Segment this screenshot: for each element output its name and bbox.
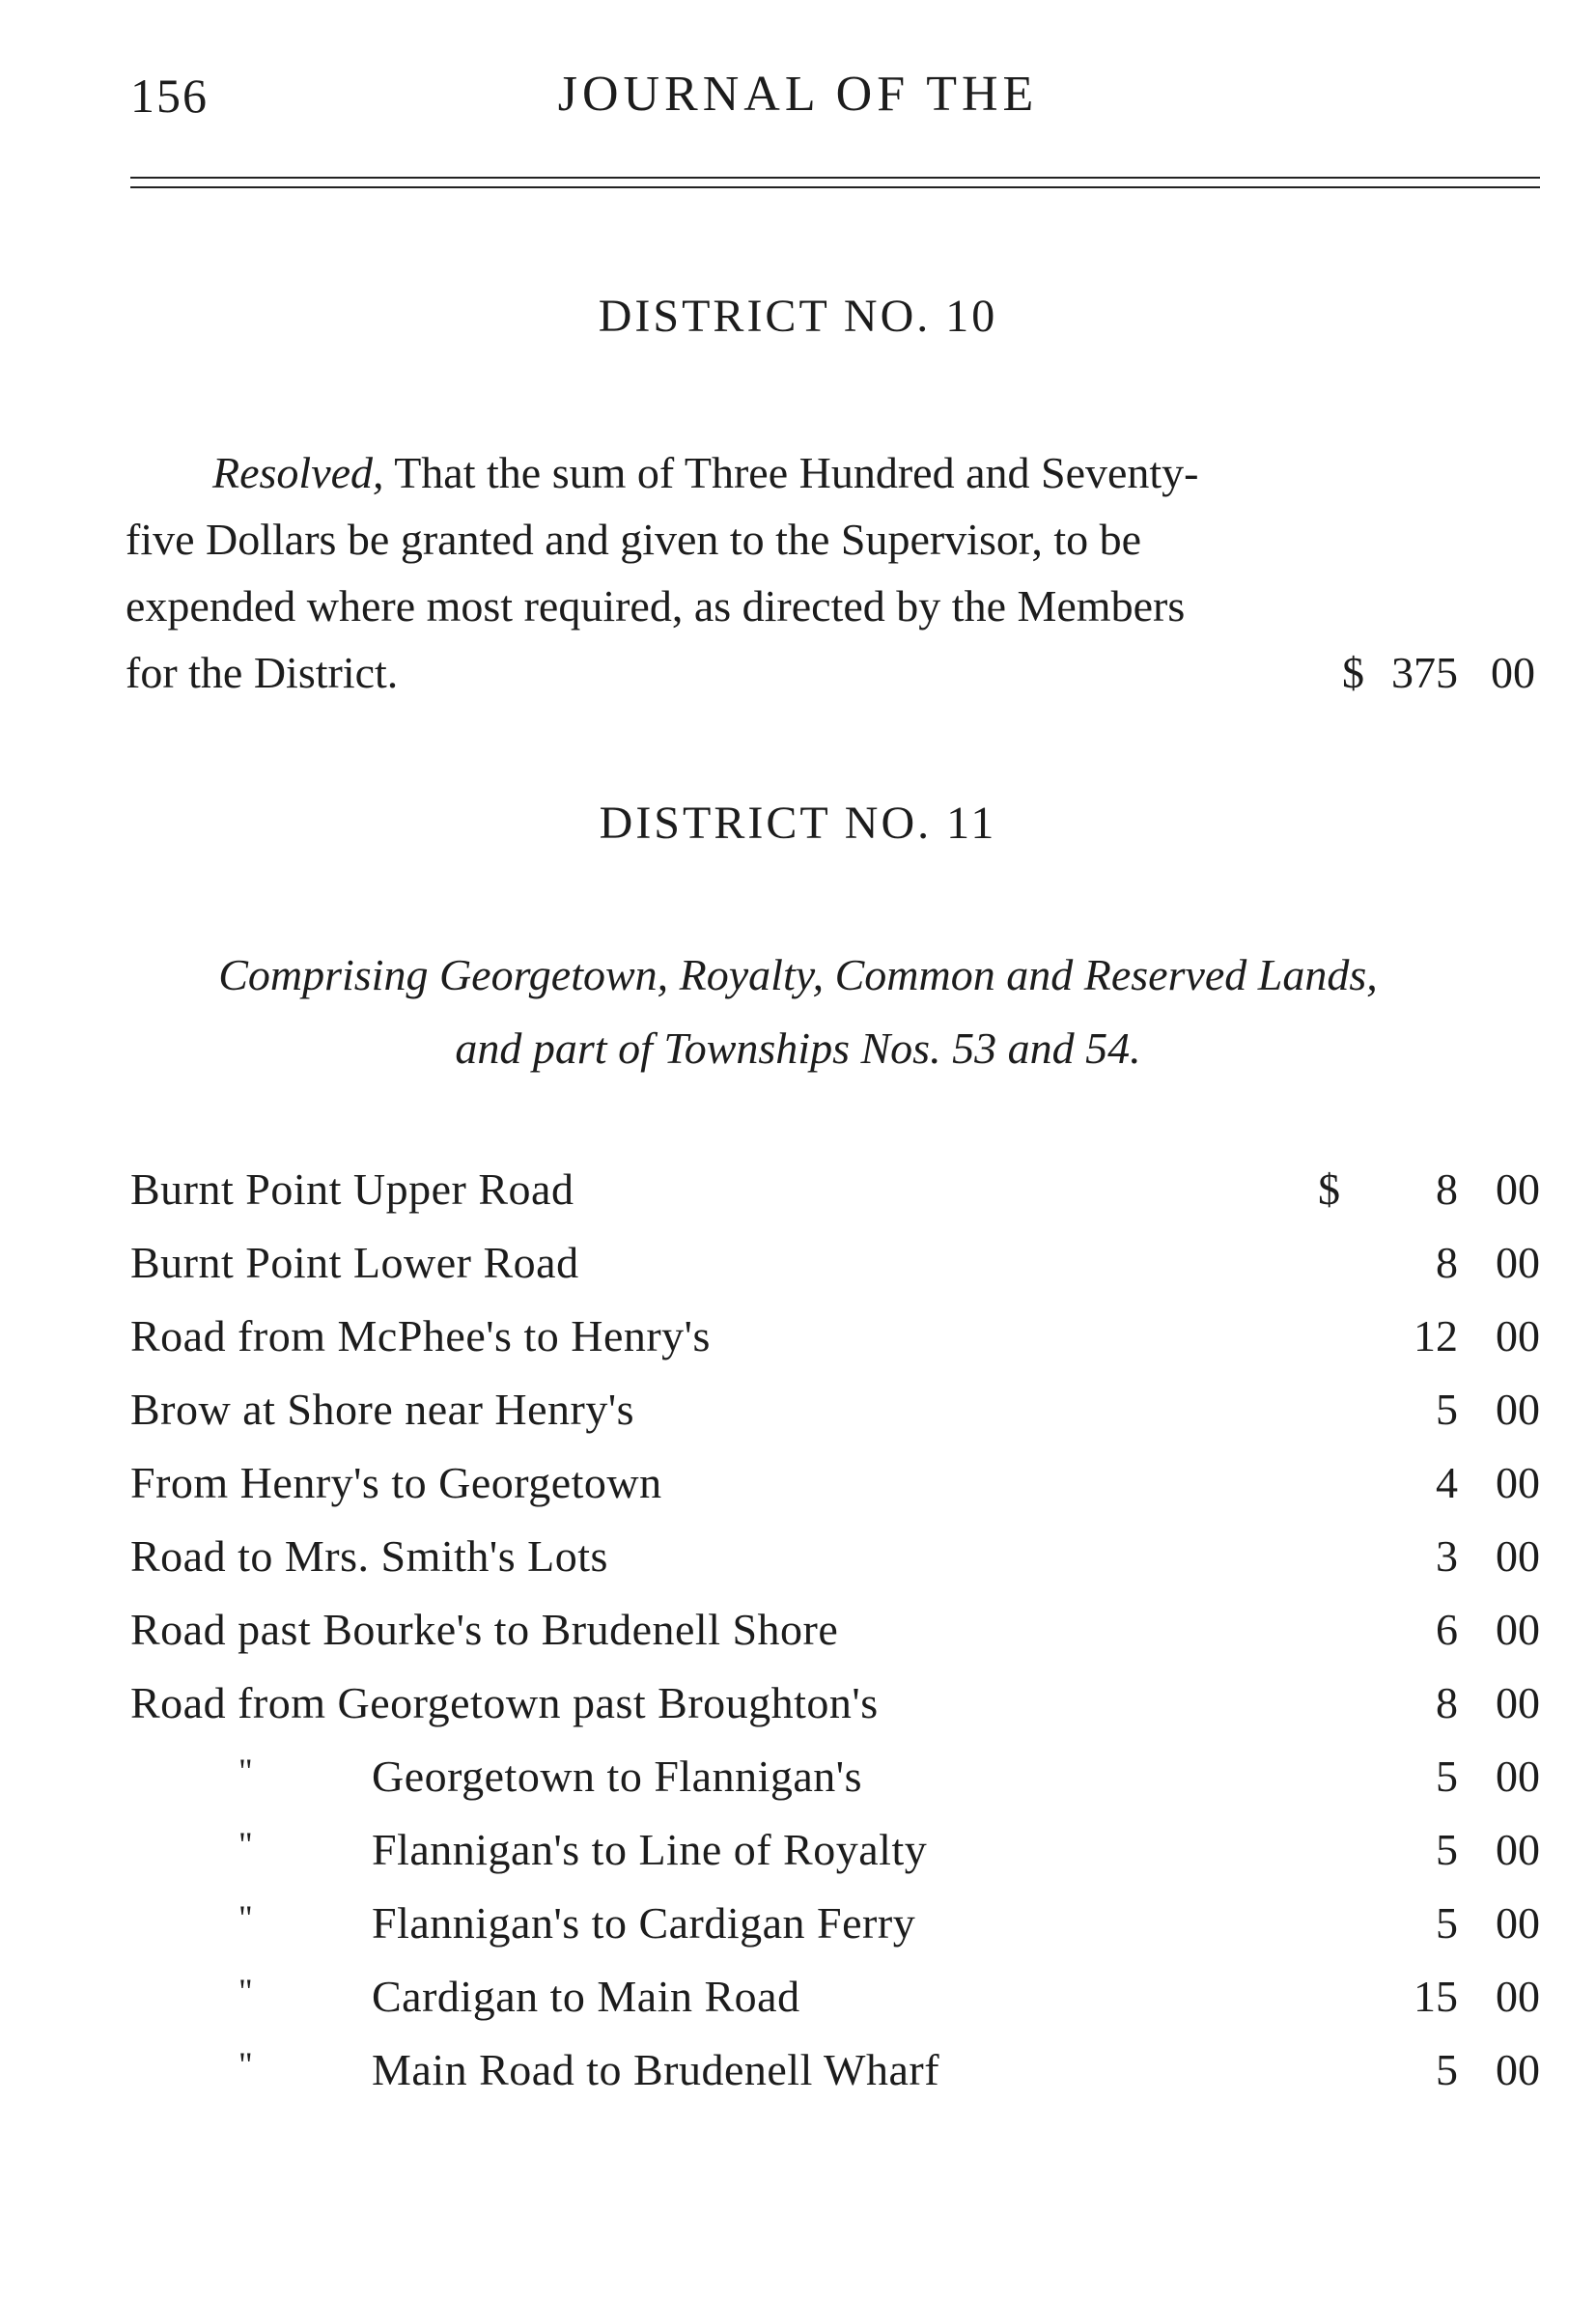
list-item [130, 1677, 1540, 1751]
item-dollars: 5 [1436, 1898, 1458, 1948]
item-dollars: 3 [1436, 1531, 1458, 1581]
item-dollars: 4 [1436, 1458, 1458, 1507]
item-dollars: 8 [1436, 1164, 1458, 1214]
item-dollars: 5 [1436, 1385, 1458, 1434]
resolution-line: five Dollars be granted and given to the Supervisor, to be [126, 515, 1142, 564]
item-description: Flannigan's to Line of Royalty [372, 1825, 928, 1874]
district-10-heading: DISTRICT NO. 10 [598, 291, 998, 342]
list-item [130, 1457, 1540, 1530]
item-cents: 00 [1496, 1311, 1540, 1360]
item-description: Road from McPhee's to Henry's [130, 1311, 711, 1360]
district-11-item-list [130, 1164, 1540, 2117]
ditto-mark: " [238, 2045, 254, 2084]
list-item [130, 1897, 1540, 1971]
item-description: Flannigan's to Cardigan Ferry [372, 1898, 916, 1948]
item-currency: $ [1318, 1164, 1340, 1214]
item-dollars: 5 [1436, 2045, 1458, 2094]
list-item [130, 1530, 1540, 1604]
item-cents: 00 [1496, 1972, 1540, 2021]
list-item [130, 1604, 1540, 1677]
item-description: Burnt Point Upper Road [130, 1164, 574, 1214]
list-item [130, 1384, 1540, 1457]
item-cents: 00 [1496, 1752, 1540, 1801]
resolution-line: for the District. [126, 648, 399, 697]
resolved-word: Resolved, [212, 448, 384, 497]
page-number: 156 [130, 69, 209, 123]
list-item [130, 1751, 1540, 1824]
item-dollars: 5 [1436, 1825, 1458, 1874]
item-cents: 00 [1496, 1238, 1540, 1287]
item-cents: 00 [1496, 1164, 1540, 1214]
item-description: Brow at Shore near Henry's [130, 1385, 635, 1434]
resolution-line: expended where most required, as directed by the Members [126, 581, 1186, 631]
list-item [130, 1310, 1540, 1384]
item-dollars: 15 [1414, 1972, 1458, 2021]
ditto-mark: " [238, 1898, 254, 1937]
item-description: Georgetown to Flannigan's [372, 1752, 862, 1801]
item-cents: 00 [1496, 1385, 1540, 1434]
amount-cents: 00 [1491, 648, 1535, 697]
list-item [130, 1237, 1540, 1310]
item-description: Burnt Point Lower Road [130, 1238, 579, 1287]
amount-dollars: 375 [1391, 648, 1458, 697]
item-description: Main Road to Brudenell Wharf [372, 2045, 940, 2094]
header-rule [130, 177, 1540, 179]
item-description: Road from Georgetown past Broughton's [130, 1678, 879, 1727]
item-description: Road to Mrs. Smith's Lots [130, 1531, 608, 1581]
district-11-comprising: and part of Townships Nos. 53 and 54. [455, 1023, 1141, 1073]
item-cents: 00 [1496, 1898, 1540, 1948]
item-cents: 00 [1496, 2045, 1540, 2094]
ditto-mark: " [238, 1972, 254, 2010]
item-cents: 00 [1496, 1605, 1540, 1654]
item-dollars: 5 [1436, 1752, 1458, 1801]
amount-currency: $ [1342, 648, 1364, 697]
item-cents: 00 [1496, 1458, 1540, 1507]
resolution-line: That the sum of Three Hundred and Seventy- [394, 448, 1199, 497]
district-11-heading: DISTRICT NO. 11 [599, 798, 997, 849]
district-10-amount [1342, 639, 1535, 706]
item-dollars: 12 [1414, 1311, 1458, 1360]
district-11-comprising: Comprising Georgetown, Royalty, Common and Reserved Lands, [218, 950, 1378, 999]
list-item [130, 1971, 1540, 2044]
item-cents: 00 [1496, 1531, 1540, 1581]
item-cents: 00 [1496, 1678, 1540, 1727]
running-head: JOURNAL OF THE [557, 67, 1039, 122]
header-rule [130, 186, 1540, 188]
item-description: From Henry's to Georgetown [130, 1458, 662, 1507]
item-description: Cardigan to Main Road [372, 1972, 800, 2021]
item-cents: 00 [1496, 1825, 1540, 1874]
ditto-mark: " [238, 1825, 254, 1864]
list-item [130, 1824, 1540, 1897]
item-dollars: 6 [1436, 1605, 1458, 1654]
list-item [130, 2044, 1540, 2117]
item-dollars: 8 [1436, 1678, 1458, 1727]
item-dollars: 8 [1436, 1238, 1458, 1287]
item-description: Road past Bourke's to Brudenell Shore [130, 1605, 839, 1654]
district-10-resolution [126, 439, 1535, 706]
ditto-mark: " [238, 1752, 254, 1790]
list-item [130, 1164, 1540, 1237]
